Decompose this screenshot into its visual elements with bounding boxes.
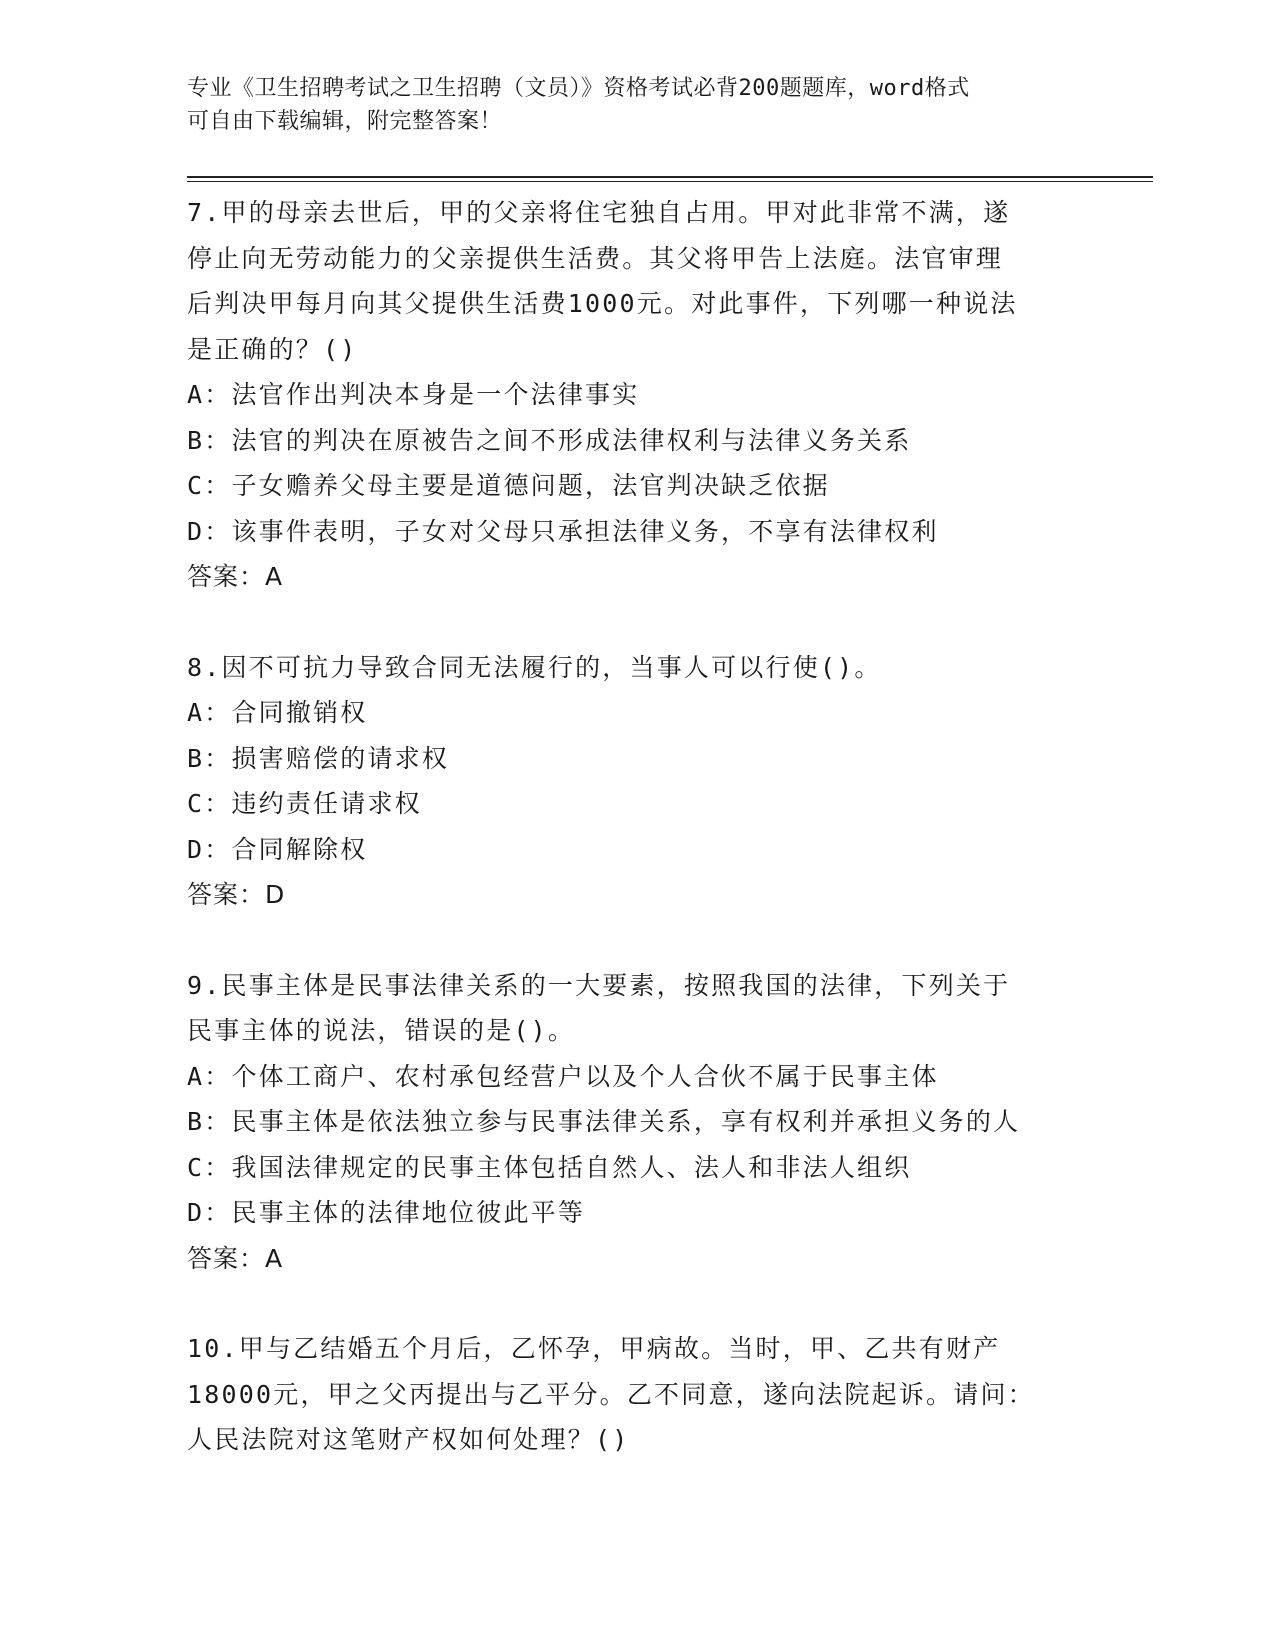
- option-c: C：我国法律规定的民事主体包括自然人、法人和非法人组织: [187, 1152, 912, 1182]
- option-d: D：合同解除权: [187, 834, 368, 864]
- option-d: D：该事件表明，子女对父母只承担法律义务，不享有法律权利: [187, 516, 939, 546]
- question-stem-line: 7.甲的母亲去世后，甲的父亲将住宅独自占用。甲对此非常不满，遂: [187, 198, 1011, 227]
- question-stem-line: 民事主体的说法，错误的是()。: [187, 1016, 576, 1045]
- question-7: [187, 190, 1087, 600]
- option-b: B：法官的判决在原被告之间不形成法律权利与法律义务关系: [187, 425, 912, 455]
- header-line-1: 专业《卫生招聘考试之卫生招聘（文员）》资格考试必背200题题库，word格式: [187, 76, 970, 101]
- question-stem-line: 是正确的？(): [187, 334, 358, 364]
- question-stem-line: 10.甲与乙结婚五个月后，乙怀孕，甲病故。当时，甲、乙共有财产: [187, 1334, 1001, 1363]
- question-8: [187, 645, 1087, 918]
- header-divider-thick: [187, 176, 1153, 178]
- option-b: B：损害赔偿的请求权: [187, 743, 450, 773]
- option-d: D：民事主体的法律地位彼此平等: [187, 1198, 586, 1227]
- question-stem-line: 9.民事主体是民事法律关系的一大要素，按照我国的法律，下列关于: [187, 970, 1011, 1000]
- option-c: C：违约责任请求权: [187, 789, 422, 818]
- question-stem-line: 18000元，甲之父丙提出与乙平分。乙不同意，遂向法院起诉。请问：: [187, 1379, 1035, 1409]
- question-stem-line: 后判决甲每月向其父提供生活费1000元。对此事件，下列哪一种说法: [187, 289, 1018, 318]
- option-a: A：合同撤销权: [187, 698, 368, 727]
- answer-label: 答案：A: [187, 562, 284, 591]
- option-a: A：个体工商户、农村承包经营户以及个人合伙不属于民事主体: [187, 1061, 939, 1091]
- option-a: A：法官作出判决本身是一个法律事实: [187, 380, 640, 409]
- question-10: [187, 1326, 1087, 1463]
- header-divider-thin: [187, 181, 1153, 182]
- document-header: [187, 72, 1087, 138]
- header-line-2: 可自由下载编辑，附完整答案！: [187, 109, 503, 134]
- question-list: [187, 190, 1087, 1508]
- question-stem-line: 8.因不可抗力导致合同无法履行的，当事人可以行使()。: [187, 652, 882, 682]
- option-c: C：子女赡养父母主要是道德问题，法官判决缺乏依据: [187, 471, 830, 500]
- question-9: [187, 963, 1087, 1282]
- question-stem-line: 人民法院对这笔财产权如何处理？(): [187, 1425, 630, 1454]
- answer-label: 答案：A: [187, 1243, 284, 1273]
- question-stem-line: 停止向无劳动能力的父亲提供生活费。其父将甲告上法庭。法官审理: [187, 243, 1004, 273]
- option-b: B：民事主体是依法独立参与民事法律关系，享有权利并承担义务的人: [187, 1107, 1021, 1136]
- answer-label: 答案：D: [187, 880, 286, 909]
